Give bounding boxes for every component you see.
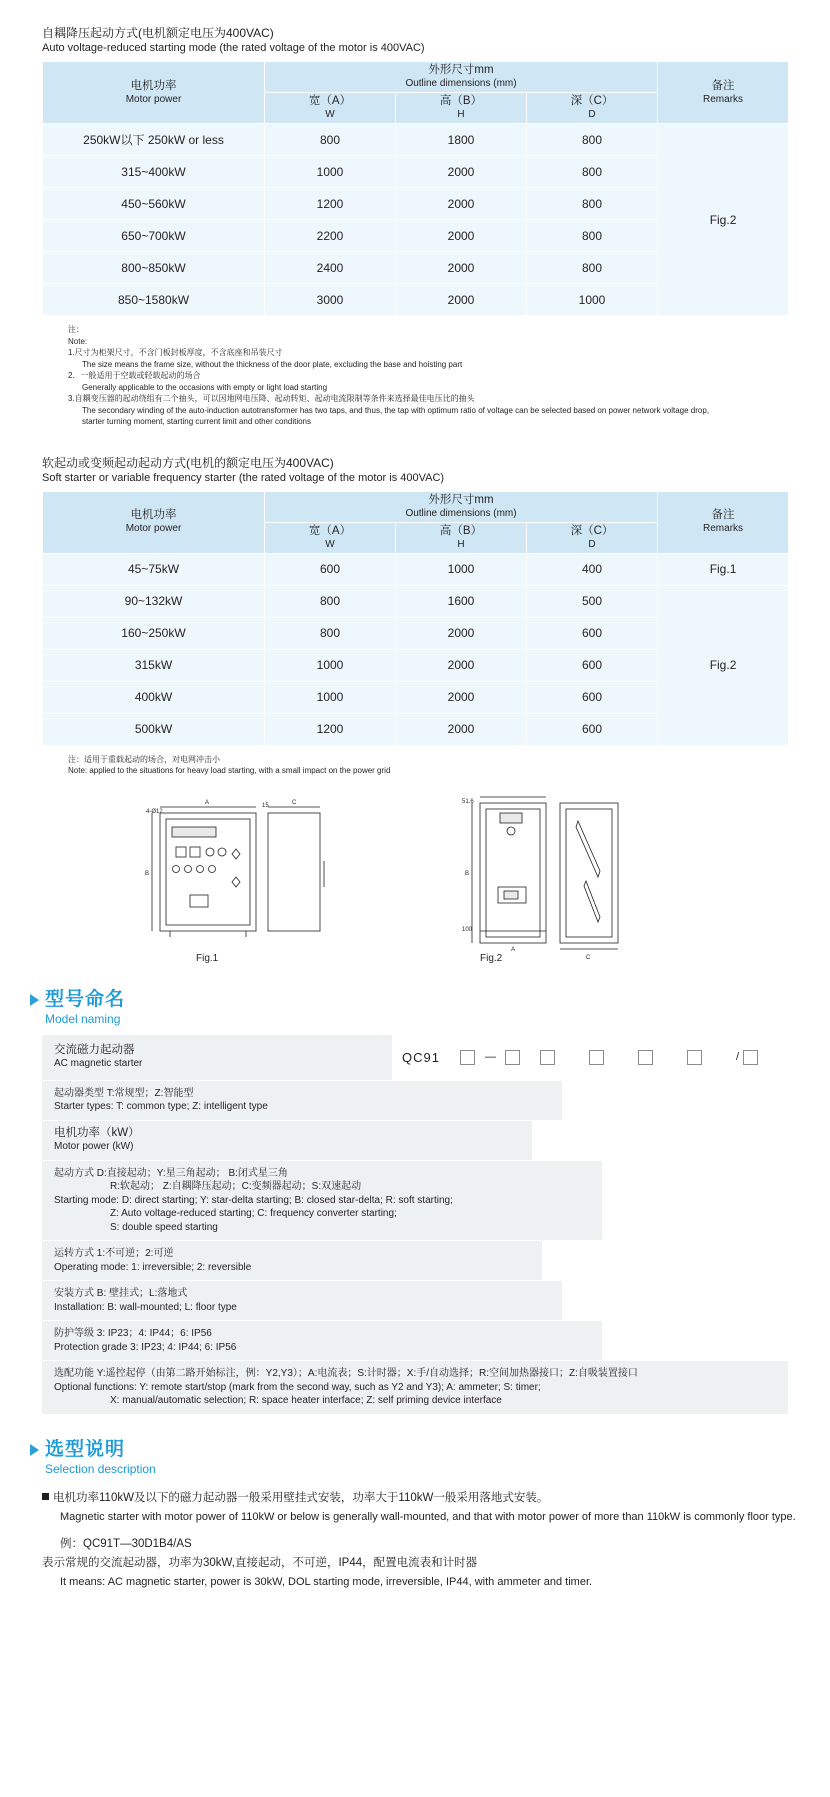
table2-notes: 注：适用于重载起动的场合，对电网冲击小 Note: applied to the situations for heavy load starting, with a small impact on the power grid [68,754,391,775]
triangle-icon [30,994,39,1006]
table2-cell-h: 2000 [396,713,527,745]
model-naming-heading-cn: 型号命名 [45,988,126,1010]
bullet-square-icon [42,1493,49,1500]
selection-heading-en: Selection description [45,1461,156,1476]
selection-description [42,1489,802,1592]
table1-cell-h: 2000 [396,252,527,284]
table2-cell-remark-top: Fig.1 [658,553,789,585]
table2-th-height: 高（B） H [396,522,527,553]
table2-cell-h: 1600 [396,585,527,617]
table2-cell-d: 600 [527,617,658,649]
table1-cell-w: 2400 [265,252,396,284]
table1-cell-d: 800 [527,188,658,220]
operating-mode-cn: 运转方式 1:不可逆；2:可逆 [54,1248,174,1259]
table1-cell-w: 1000 [265,156,396,188]
product-name-cn: 交流磁力起动器 [54,1043,135,1056]
starting-mode-cn-2: R:软起动； Z:自耦降压起动；C:变频器起动；S:双速起动 [110,1181,362,1192]
svg-text:100: 100 [462,926,473,933]
svg-text:B: B [465,870,470,877]
table2-cell-d: 600 [527,713,658,745]
table2-th-remarks: 备注 Remarks [658,491,789,553]
code-box-6[interactable] [687,1050,702,1065]
table1-cell-w: 800 [265,124,396,156]
table1-cell-remark: Fig.2 [658,124,789,316]
model-naming-diagram [42,1035,788,1415]
table1-cell-power: 850~1580kW [43,284,265,316]
table2-cell-w: 800 [265,585,396,617]
table1-cell-h: 2000 [396,156,527,188]
table2-cell-h: 2000 [396,617,527,649]
fig1-caption: Fig.1 [196,952,219,964]
table2-th-power: 电机功率 Motor power [43,491,265,553]
table2-cell-d: 600 [527,649,658,681]
naming-row-product [42,1035,788,1081]
table1-cell-power: 650~700kW [43,220,265,252]
triangle-icon [30,1444,39,1456]
table1-cell-h: 2000 [396,220,527,252]
cabinet-drawings [0,791,830,981]
selection-p3-cn: 表示常规的交流起动器，功率为30kW,直接起动，不可逆，IP44，配置电流表和计时器 [42,1556,478,1569]
table2-cell-power: 90~132kW [43,585,265,617]
table1-title-en: Auto voltage-reduced starting mode (the rated voltage of the motor is 400VAC) [42,42,425,54]
selection-p1: 电机功率110kW及以下的磁力起动器一般采用壁挂式安装，功率大于110kW一般采用落地式安装。 [42,1489,802,1508]
selection-example-cn: 例：QC91T—30D1B4/AS [60,1537,192,1550]
optional-functions-en-1: Optional functions: Y: remote start/stop (mark from the second way, such as Y2 and Y3); A: ammeter; S: timer; [54,1381,541,1393]
table2-title [42,456,830,485]
svg-text:B: B [145,870,150,877]
table-row [43,585,789,617]
table1-th-height: 高（B） H [396,93,527,124]
table1-cell-power: 450~560kW [43,188,265,220]
table1-cell-w: 3000 [265,284,396,316]
model-code: QC91 [402,1049,440,1065]
naming-row-protection-grade [42,1321,788,1361]
table2-cell-d: 400 [527,553,658,585]
starting-mode-en-2: Z: Auto voltage-reduced starting; C: frequency converter starting; [110,1208,397,1219]
optional-functions-en-2: X: manual/automatic selection; R: space heater interface; Z: self priming device interface [110,1395,502,1406]
selection-heading [30,1439,830,1477]
table1-cell-h: 2000 [396,284,527,316]
table2-cell-remark-bottom: Fig.2 [658,585,789,745]
protection-grade-en: Protection grade 3: IP23; 4: IP44; 6: IP56 [54,1341,237,1353]
model-naming-heading [30,989,830,1027]
table1-cell-d: 800 [527,252,658,284]
table1-notes: 注： Note: 1.尺寸为柜架尺寸，不含门板封板厚度，不含底座和吊装尺寸 The size means the frame size, without the thickness of the door plate, excluding the base and hoisting part 2．一般适用于空载或轻载起动的场合 Generally applicable to the occasions with empty or light load starting 3.自耦变压器的起动绕组有二个抽头，可以因地网电压降、起动转矩、起动电流限制等条件来选择最佳电压比的抽头 The secondary winding of the auto-induction autotransformer has two taps, and thus, the tap with optimum ratio of voltage can be selected based on power network voltage drop, starter turning moment, starting current limit and other conditions [68,325,710,426]
table1-cell-h: 1800 [396,124,527,156]
figures [0,791,830,981]
code-box-5[interactable] [638,1050,653,1065]
table1-cell-power: 250kW以下 250kW or less [43,124,265,156]
starting-mode-cn-1: 起动方式 D:直接起动；Y:星三角起动； B:闭式星三角 [54,1167,288,1179]
code-box-3[interactable] [540,1050,555,1065]
table2-title-en: Soft starter or variable frequency starter (the rated voltage of the motor is 400VAC) [42,471,445,484]
svg-text:15: 15 [262,802,269,809]
table1-th-depth: 深（C） D [527,93,658,124]
table2-cell-w: 1200 [265,713,396,745]
naming-row-starting-mode [42,1161,788,1242]
table1-cell-d: 800 [527,156,658,188]
table2-cell-w: 600 [265,553,396,585]
starting-mode-en-1: Starting mode: D: direct starting; Y: star-delta starting; B: closed star-delta; R: soft starting; [54,1194,453,1206]
naming-row-optional-functions [42,1361,788,1415]
starting-mode-en-3: S: double speed starting [110,1221,218,1233]
optional-functions-cn: 选配功能 Y:遥控起停（由第二路开始标注，例：Y2,Y3）；A:电流表；S:计时器；X:手/自动选择；R:空间加热器接口；Z:自吸装置接口 [54,1368,638,1379]
table1-title [42,0,830,55]
code-dash: — [484,1051,496,1063]
naming-row-installation [42,1281,788,1321]
table1-cell-h: 2000 [396,188,527,220]
table1-cell-power: 800~850kW [43,252,265,284]
motor-power-en: Motor power (kW) [54,1141,134,1152]
code-box-1[interactable] [460,1050,475,1065]
table2-cell-power: 400kW [43,681,265,713]
table1-cell-power: 315~400kW [43,156,265,188]
svg-text:A: A [511,946,516,953]
installation-cn: 安装方式 B: 壁挂式；L:落地式 [54,1288,188,1299]
table-row [43,553,789,585]
table1-cell-w: 1200 [265,188,396,220]
table2-cell-power: 315kW [43,649,265,681]
table2 [42,491,789,746]
selection-p1-en: Magnetic starter with motor power of 110kW or below is generally wall-mounted, and that with motor power of more than 110kW is commonly floor type. [60,1510,796,1523]
table2-title-cn: 软起动或变频起动起动方式(电机的额定电压为400VAC) [42,455,334,470]
model-naming-heading-en: Model naming [45,1011,121,1026]
table2-th-width: 宽（A） W [265,522,396,553]
table-row [43,124,789,156]
code-slash: / [735,1051,740,1063]
table1-th-power: 电机功率 Motor power [43,62,265,124]
installation-en: Installation: B: wall-mounted; L: floor type [54,1301,237,1313]
table2-th-depth: 深（C） D [527,522,658,553]
table2-cell-power: 45~75kW [43,553,265,585]
table2-cell-d: 600 [527,681,658,713]
table2-cell-power: 160~250kW [43,617,265,649]
table1-th-width: 宽（A） W [265,93,396,124]
svg-text:4-Ø12: 4-Ø12 [146,808,163,815]
table2-th-dimensions: 外形尺寸mm Outline dimensions (mm) [265,491,658,522]
table2-cell-h: 2000 [396,649,527,681]
starter-types-cn: 起动器类型 T:常规型；Z:智能型 [54,1087,194,1099]
product-name-en: AC magnetic starter [54,1058,143,1069]
table1-title-cn: 自耦降压起动方式(电机额定电压为400VAC) [42,26,274,40]
table1-th-dimensions: 外形尺寸mm Outline dimensions (mm) [265,62,658,93]
table1-cell-w: 2200 [265,220,396,252]
svg-text:51.6: 51.6 [462,798,474,805]
table2-cell-d: 500 [527,585,658,617]
table2-cell-w: 1000 [265,649,396,681]
table2-cell-h: 2000 [396,681,527,713]
table2-cell-h: 1000 [396,553,527,585]
code-box-2[interactable] [505,1050,520,1065]
table1-th-remarks: 备注 Remarks [658,62,789,124]
svg-text:C: C [292,799,297,806]
fig2-caption: Fig.2 [480,952,503,964]
motor-power-cn: 电机功率（kW） [54,1126,140,1139]
code-box-4[interactable] [589,1050,604,1065]
naming-row-motor-power [42,1121,788,1161]
table1-header-row-1 [43,62,789,93]
naming-row-starter-types [42,1081,788,1121]
table1-cell-d: 800 [527,220,658,252]
table1 [42,61,789,316]
selection-p3-en: It means: AC magnetic starter, power is 30kW, DOL starting mode, irreversible, IP44, with ammeter and timer. [60,1575,593,1588]
table1-cell-d: 800 [527,124,658,156]
table2-header-row-1 [43,491,789,522]
operating-mode-en: Operating mode: 1: irreversible; 2: reversible [54,1261,252,1273]
table1-cell-d: 1000 [527,284,658,316]
table2-cell-w: 1000 [265,681,396,713]
code-box-7[interactable] [743,1050,758,1065]
naming-row-operating-mode [42,1241,788,1281]
table2-cell-w: 800 [265,617,396,649]
table2-cell-power: 500kW [43,713,265,745]
svg-text:A: A [205,799,210,806]
selection-heading-cn: 选型说明 [45,1438,126,1460]
protection-grade-cn: 防护等级 3: IP23；4: IP44；6: IP56 [54,1328,212,1339]
svg-text:C: C [586,954,591,961]
starter-types-en: Starter types: T: common type; Z: intelligent type [54,1101,268,1112]
